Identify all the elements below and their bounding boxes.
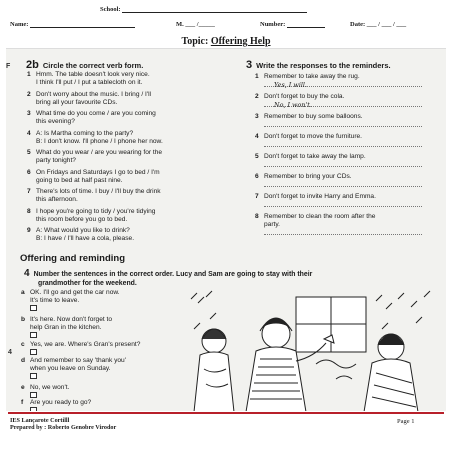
item-number: 4 — [255, 133, 259, 140]
section-4-heading — [24, 270, 312, 288]
answer-line[interactable] — [264, 181, 422, 187]
item-letter: b — [21, 316, 26, 323]
handwritten-answer: Yes, I will. — [274, 81, 307, 90]
order-box[interactable] — [30, 373, 37, 379]
item-line-2: help Gran in the kitchen. — [30, 324, 102, 332]
family-illustration — [186, 289, 441, 411]
item-line-2: bring all your favourite CDs. — [36, 98, 118, 106]
section-2b-title: Circle the correct verb form. — [42, 61, 144, 70]
worksheet-scan — [6, 48, 446, 411]
exercise-4-item — [21, 341, 190, 358]
item-number: 1 — [27, 71, 31, 78]
item-letter: e — [21, 384, 25, 391]
item-number: 3 — [27, 110, 31, 117]
date-field: Date: ___ / ___ / ___ — [350, 21, 407, 28]
order-box[interactable] — [30, 407, 37, 411]
item-letter: c — [21, 341, 25, 348]
answer-line[interactable] — [264, 161, 422, 167]
number-field — [260, 21, 325, 28]
item-line-1: And remember to say 'thank you' — [30, 357, 126, 364]
exercise-2b-item[interactable] — [27, 168, 241, 185]
page-number: Page 1 — [397, 418, 415, 425]
item-line-1: Hmm. The table doesn't look very nice. — [36, 71, 150, 78]
section-3-number: 3 — [246, 59, 253, 71]
exercise-3-item — [255, 173, 444, 187]
exercise-3-item — [255, 193, 444, 207]
section-3-heading — [246, 59, 391, 71]
item-line-2: when you leave on Sunday. — [30, 365, 111, 373]
exercise-4-item — [21, 289, 190, 315]
item-number: 6 — [255, 173, 259, 180]
exercise-4-item — [21, 357, 190, 383]
answer-line[interactable] — [264, 121, 422, 127]
footer-school: IES Lançarote Cortilll — [10, 417, 70, 424]
item-number: 2 — [255, 93, 259, 100]
item-line-1: OK. I'll go and get the car now. — [30, 289, 120, 296]
item-line-1: A: Is Martha coming to the party? — [36, 129, 134, 137]
item-line-1: There's lots of time. I buy / I'll buy the drink — [36, 188, 161, 195]
answer-line[interactable] — [264, 101, 422, 110]
section-3-title: Write the responses to the reminders. — [256, 61, 391, 70]
school-line[interactable] — [122, 7, 307, 13]
left-edge-mark-2: 4 — [8, 349, 12, 356]
item-line-1: A: What would you like to drink? — [36, 227, 130, 234]
reminder-text: Remember to buy some balloons. — [264, 113, 363, 120]
m-field: M. ___ /_____ — [176, 21, 215, 28]
exercise-2b-item[interactable] — [27, 149, 241, 165]
item-line-2: I think I'll put / I put a tablecloth on it. — [36, 79, 143, 87]
number-label: Number: — [260, 21, 286, 28]
name-label: Name: — [10, 21, 29, 28]
order-box[interactable] — [30, 349, 37, 355]
exercise-2b-item[interactable] — [27, 129, 241, 146]
exercise-2b-item[interactable] — [27, 71, 241, 87]
item-line-1: Don't worry about the music. I bring / I'll — [36, 90, 152, 98]
answer-line[interactable] — [264, 81, 422, 90]
item-line-2: B: I don't know. I'll phone / I phone her now. — [36, 137, 163, 145]
section-4-instruction-1: Number the sentences in the correct order. Lucy and Sam are going to stay with their — [33, 271, 313, 278]
item-line-2: this afternoon. — [36, 196, 78, 204]
exercise-3-item — [255, 73, 444, 90]
school-label: School: — [100, 6, 121, 13]
reminder-text: Remember to take away the rug. — [264, 73, 360, 80]
reminder-text: Remember to bring your CDs. — [264, 173, 352, 180]
exercise-2b-item[interactable] — [27, 188, 241, 204]
item-number: 6 — [27, 168, 31, 176]
item-number: 1 — [255, 73, 259, 80]
item-line-1: Are you ready to go? — [30, 399, 92, 406]
topic-prefix: Topic: — [181, 36, 209, 47]
name-field — [10, 21, 135, 28]
item-number: 2 — [27, 90, 31, 98]
item-number: 4 — [27, 129, 31, 137]
topic-title: Offering Help — [210, 36, 271, 47]
footer-credit — [10, 417, 116, 431]
reminder-text: Don't forget to take away the lamp. — [264, 153, 366, 160]
section-4-number: 4 — [24, 268, 30, 279]
item-line-1: What time do you come / are you coming — [36, 110, 156, 117]
item-number: 7 — [27, 188, 31, 195]
offering-heading: Offering and reminding — [20, 253, 126, 264]
item-number: 8 — [27, 207, 31, 215]
footer-rule — [8, 412, 444, 414]
item-line-1: What do you wear / are you wearing for the — [36, 149, 163, 156]
item-line-2: B: I have / I'll have a cola, please. — [36, 235, 135, 243]
item-line-1: On Fridays and Saturdays I go to bed / I'm — [36, 168, 160, 176]
exercise-2b-item[interactable] — [27, 90, 241, 107]
name-line[interactable] — [30, 22, 135, 28]
item-line-2: this room before you go to bed. — [36, 215, 128, 223]
exercise-4-item — [21, 316, 190, 342]
item-line-2: this evening? — [36, 118, 75, 126]
item-letter: a — [21, 289, 25, 296]
reminder-text: Don't forget to invite Harry and Emma. — [264, 193, 376, 200]
reminder-text: Don't forget to buy the cola. — [264, 93, 345, 100]
item-number: 8 — [255, 213, 259, 220]
footer-author: Prepared by : Roberto Genobre Virodor — [10, 424, 117, 431]
item-number: 5 — [27, 149, 31, 156]
section-4-instruction-2: grandmother for the weekend. — [38, 279, 137, 287]
answer-line[interactable] — [264, 229, 422, 235]
order-box[interactable] — [30, 305, 37, 311]
item-line-2: It's time to leave. — [30, 297, 80, 305]
item-letter: f — [21, 399, 24, 406]
exercise-3-item — [255, 153, 444, 167]
item-letter: d — [21, 357, 26, 364]
item-number: 9 — [27, 227, 31, 234]
order-box[interactable] — [30, 332, 37, 338]
item-line-2: party tonight? — [36, 157, 76, 165]
left-edge-mark: F — [6, 63, 11, 70]
answer-line[interactable] — [264, 201, 422, 207]
item-line-1: It's here. Now don't forget to — [30, 316, 113, 323]
section-2b-heading — [26, 59, 143, 71]
exercise-3-item — [255, 213, 444, 235]
item-line-1: No, we won't. — [30, 384, 70, 391]
exercise-2b-item[interactable] — [27, 110, 241, 126]
item-line-1: Yes, we are. Where's Gran's present? — [30, 341, 141, 348]
school-field — [100, 6, 307, 13]
exercise-3-item — [255, 133, 444, 147]
item-line-2: going to bed at half past nine. — [36, 176, 123, 184]
item-number: 7 — [255, 193, 259, 200]
section-2b-number: 2b — [26, 59, 39, 71]
reminder-text-2: party. — [264, 221, 281, 229]
answer-line[interactable] — [264, 141, 422, 147]
item-number: 3 — [255, 113, 259, 120]
exercise-3-item — [255, 113, 444, 127]
exercise-3-item — [255, 93, 444, 110]
reminder-text: Remember to clean the room after the — [264, 213, 376, 220]
reminder-text: Don't forget to move the furniture. — [264, 133, 363, 140]
item-number: 5 — [255, 153, 259, 160]
exercise-2b-item[interactable] — [27, 227, 241, 243]
page-title — [0, 36, 452, 47]
exercise-4-item — [21, 399, 190, 411]
exercise-2b-item[interactable] — [27, 207, 241, 224]
order-box[interactable] — [30, 392, 37, 398]
number-line[interactable] — [287, 22, 325, 28]
item-line-1: I hope you're going to tidy / you're tidying — [36, 207, 156, 215]
handwritten-answer: No, I won't. — [274, 101, 312, 110]
